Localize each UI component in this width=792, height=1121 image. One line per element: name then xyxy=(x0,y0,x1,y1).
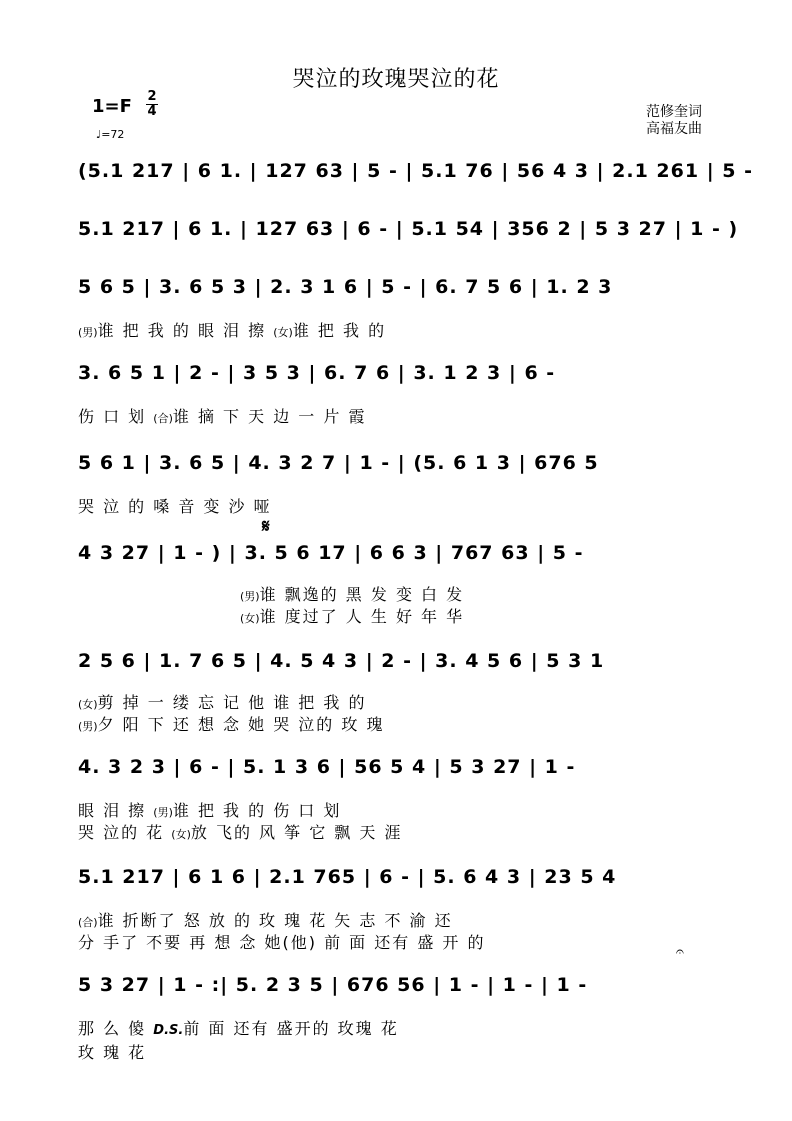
lyric-line-1 xyxy=(78,318,718,341)
lyric-line-5 xyxy=(240,604,720,627)
lyric-tag-2: (男) xyxy=(153,806,173,819)
lyric-text: 分 手了 不要 再 想 念 她(他) 前 面 还有 盛 开 的 xyxy=(78,933,486,952)
composer: 高福友曲 xyxy=(646,121,702,137)
notes-row-7: 2 5 6 | 1. 7 6 5 | 4. 5 4 3 | 2 - | 3. 4 5 6 | 5 3 1 xyxy=(78,650,605,672)
segno-sign: 𝄋 xyxy=(262,516,270,537)
time-signature xyxy=(146,90,158,119)
lyric-text: 剪 掉 一 缕 忘 记 他 谁 把 我 的 xyxy=(97,693,367,712)
lyric-line-9 xyxy=(78,820,718,843)
lyric-text: 那 么 傻 xyxy=(78,1019,147,1038)
lyric-text: 谁 度过了 人 生 好 年 华 xyxy=(259,607,465,626)
lyric-text: 哭 泣的 花 xyxy=(78,823,165,842)
fermata-sign: 𝄐 xyxy=(676,944,684,960)
lyric-line-8 xyxy=(78,798,718,821)
lyric-text: 谁 折断了 怒 放 的 玫 瑰 花 矢 志 不 渝 还 xyxy=(97,911,453,930)
score-row-8 xyxy=(78,752,718,786)
key-signature: 1=F xyxy=(92,96,132,117)
lyric-text: 伤 口 划 xyxy=(78,407,147,426)
lyric-text: 谁 飘逸的 黑 发 变 白 发 xyxy=(259,585,465,604)
score-row-4 xyxy=(78,358,718,392)
lyric-tag-2: (合) xyxy=(153,412,173,425)
lyric-tag-2: (女) xyxy=(171,828,191,841)
notes-row-9: 5.1 217 | 6 1 6 | 2.1 765 | 6 - | 5. 6 4 3 | 23 5 4 xyxy=(78,866,617,888)
score-row-5 xyxy=(78,448,718,482)
lyric-line-3 xyxy=(78,494,718,517)
notes-row-8: 4. 3 2 3 | 6 - | 5. 1 3 6 | 56 5 4 | 5 3 27 | 1 - xyxy=(78,756,576,778)
lyric-text: 谁 把 我 的 眼 泪 擦 xyxy=(97,321,267,340)
notes-row-5: 5 6 1 | 3. 6 5 | 4. 3 2 7 | 1 - | (5. 6 1 3 | 676 5 xyxy=(78,452,599,474)
lyric-line-10 xyxy=(78,908,718,931)
lyric-text: 哭 泣 的 嗓 音 变 沙 哑 xyxy=(78,497,272,516)
notes-row-3: 5 6 5 | 3. 6 5 3 | 2. 3 1 6 | 5 - | 6. 7 5 6 | 1. 2 3 xyxy=(78,276,613,298)
song-title: 哭泣的玫瑰哭泣的花 xyxy=(292,67,500,92)
lyric-line-7 xyxy=(78,712,718,735)
lyric-tag-2: (女) xyxy=(273,326,293,339)
lyric-tag: (女) xyxy=(78,698,98,711)
lyric-text-2: 谁 摘 下 天 边 一 片 霞 xyxy=(172,407,367,426)
score-row-9 xyxy=(78,862,718,896)
lyric-tag: (男) xyxy=(240,590,260,603)
lyric-line-6 xyxy=(78,690,718,713)
score-row-10 xyxy=(78,970,718,1004)
lyric-tag: (男) xyxy=(78,326,98,339)
lyric-text-2: 谁 把 我 的 伤 口 划 xyxy=(172,801,342,820)
lyric-line-4 xyxy=(240,582,720,605)
score-row-3 xyxy=(78,272,718,306)
notes-row-1: (5.1 217 | 6 1. | 127 63 | 5 - | 5.1 76 | 56 4 3 | 2.1 261 | 5 - xyxy=(78,160,753,182)
credits xyxy=(646,104,702,138)
lyricist: 范修奎词 xyxy=(646,104,702,120)
notes-row-6: 4 3 27 | 1 - ) | 3. 5 6 17 | 6 6 3 | 767 63 | 5 - xyxy=(78,542,584,564)
lyric-tag: (合) xyxy=(78,916,98,929)
notes-row-10: 5 3 27 | 1 - :| 5. 2 3 5 | 676 56 | 1 - | 1 - | 1 - xyxy=(78,974,588,996)
lyric-line-13 xyxy=(78,1040,718,1063)
lyric-line-2 xyxy=(78,404,718,427)
score-row-6 xyxy=(78,538,718,572)
score-row-1 xyxy=(78,156,753,190)
lyric-line-11 xyxy=(78,930,718,953)
lyric-line-12 xyxy=(78,1016,718,1039)
notes-row-2: 5.1 217 | 6 1. | 127 63 | 6 - | 5.1 54 | 356 2 | 5 3 27 | 1 - ) xyxy=(78,218,739,240)
score-row-2 xyxy=(78,214,739,248)
ds-marking: D.S. xyxy=(153,1023,184,1038)
lyric-tag: (女) xyxy=(240,612,260,625)
lyric-text-2: 放 飞的 风 筝 它 飘 天 涯 xyxy=(190,823,403,842)
lyric-text-2: 谁 把 我 的 xyxy=(292,321,387,340)
notes-row-4: 3. 6 5 1 | 2 - | 3 5 3 | 6. 7 6 | 3. 1 2 3 | 6 - xyxy=(78,362,556,384)
tempo-marking: ♩=72 xyxy=(96,128,125,141)
meter-top: 2 xyxy=(147,89,157,104)
lyric-text: 夕 阳 下 还 想 念 她 哭 泣的 玫 瑰 xyxy=(97,715,385,734)
lyric-text: 玫 瑰 花 xyxy=(78,1043,147,1062)
score-row-7 xyxy=(78,646,718,680)
lyric-text-2: 前 面 还有 盛开的 玫瑰 花 xyxy=(183,1019,399,1038)
lyric-text: 眼 泪 擦 xyxy=(78,801,147,820)
meter-bottom: 4 xyxy=(147,104,157,119)
lyric-tag: (男) xyxy=(78,720,98,733)
